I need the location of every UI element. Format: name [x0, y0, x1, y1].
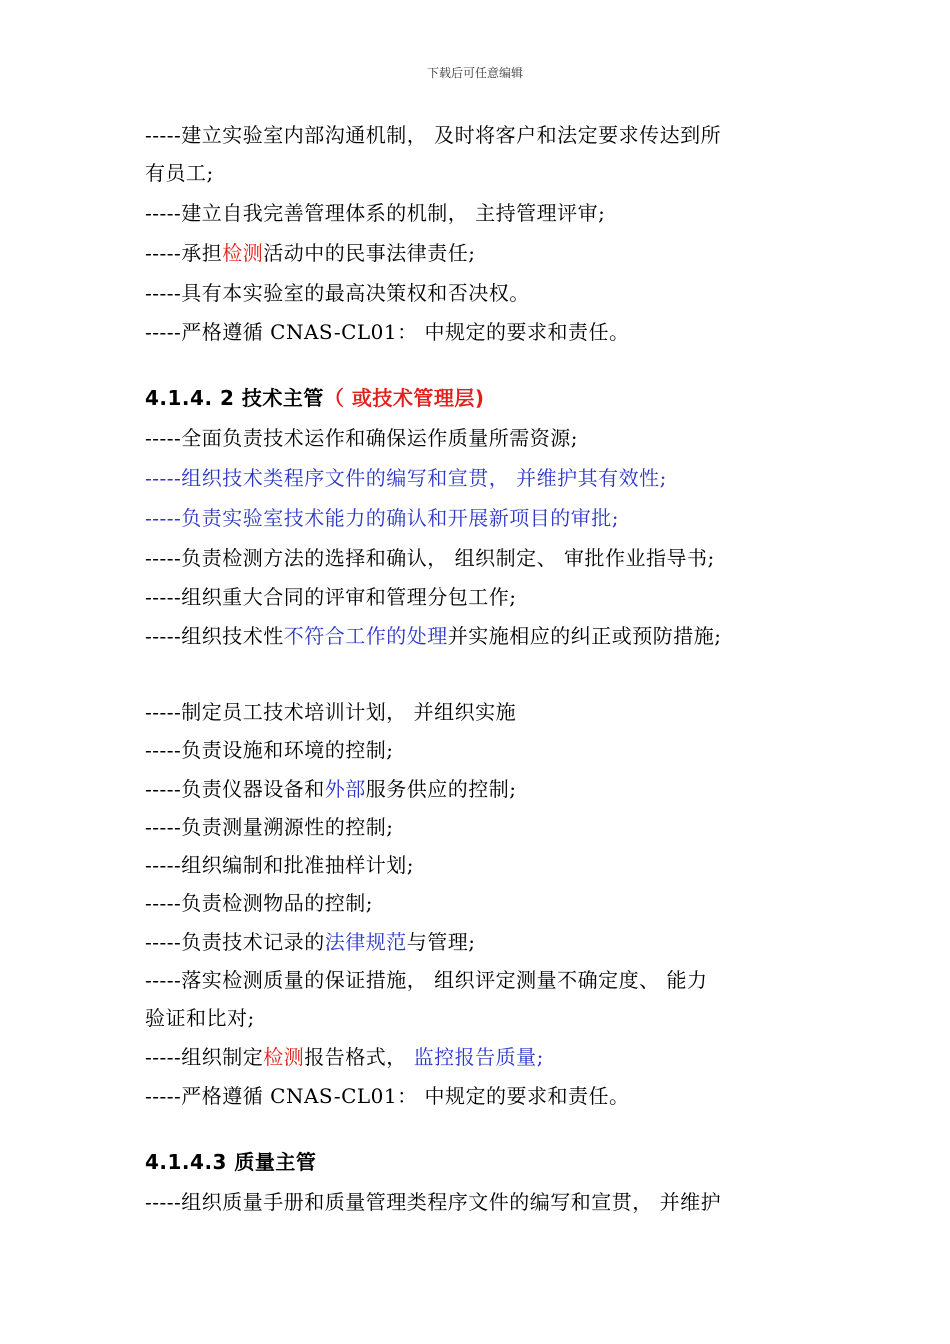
section-heading — [145, 386, 485, 410]
paragraph-line: -----负责设施和环境的控制; — [145, 738, 394, 762]
section-heading: 4.1.4.3 质量主管 — [145, 1150, 317, 1174]
text-run: -----负责仪器设备和 — [145, 777, 325, 801]
paragraph-line: -----组织编制和批准抽样计划; — [145, 853, 415, 877]
heading-number: 4.1.4. 2 技术主管 — [145, 386, 324, 410]
text-run: -----负责技术记录的 — [145, 930, 325, 954]
paragraph-line: 有员工; — [145, 161, 214, 185]
paragraph-line: -----组织质量手册和质量管理类程序文件的编写和宣贯， 并维护 — [145, 1190, 722, 1214]
paragraph-line: -----负责检测方法的选择和确认， 组织制定、 审批作业指导书; — [145, 546, 715, 570]
paragraph-line — [145, 241, 476, 265]
paragraph-line: -----制定员工技术培训计划， 并组织实施 — [145, 700, 517, 724]
paragraph-line: -----负责测量溯源性的控制; — [145, 815, 394, 839]
paragraph-line — [145, 930, 476, 954]
highlight-blue: 法律规范 — [324, 930, 407, 954]
text-run: -----承担 — [145, 241, 223, 265]
text-run: -----组织技术性 — [145, 624, 284, 648]
paragraph-line: -----组织技术类程序文件的编写和宣贯， 并维护其有效性; — [145, 466, 667, 490]
text-run: -----组织制定 — [145, 1045, 264, 1069]
paragraph-line: -----严格遵循 CNAS-CL01： 中规定的要求和责任。 — [145, 320, 630, 344]
page-header: 下载后可任意编辑 — [426, 66, 523, 80]
highlight-blue: 外部 — [324, 777, 366, 801]
text-run: 活动中的民事法律责任; — [263, 241, 476, 265]
highlight-red: 检测 — [263, 1045, 305, 1069]
text-run: 服务供应的控制; — [365, 777, 517, 801]
highlight-blue: 不符合工作的处理 — [283, 624, 448, 648]
paragraph-line: -----建立实验室内部沟通机制， 及时将客户和法定要求传达到所 — [145, 123, 722, 147]
paragraph-line: -----严格遵循 CNAS-CL01： 中规定的要求和责任。 — [145, 1084, 630, 1108]
paragraph-line — [145, 777, 517, 801]
text-run: 报告格式， — [304, 1045, 414, 1069]
paragraph-line: -----建立自我完善管理体系的机制， 主持管理评审; — [145, 201, 606, 225]
paragraph-line: 验证和比对; — [145, 1006, 255, 1030]
text-run: 与管理; — [406, 930, 476, 954]
paragraph-line: -----负责检测物品的控制; — [145, 891, 374, 915]
paragraph-line: -----组织重大合同的评审和管理分包工作; — [145, 585, 517, 609]
paragraph-line: -----落实检测质量的保证措施， 组织评定测量不确定度、 能力 — [145, 968, 708, 992]
paragraph-line: -----全面负责技术运作和确保运作质量所需资源; — [145, 426, 579, 450]
paragraph-line: -----负责实验室技术能力的确认和开展新项目的审批; — [145, 506, 620, 530]
paragraph-line: -----具有本实验室的最高决策权和否决权。 — [145, 281, 530, 305]
highlight-red: 检测 — [222, 241, 264, 265]
text-run: 并实施相应的纠正或预防措施; — [447, 624, 722, 648]
paragraph-line — [145, 1045, 544, 1069]
heading-red: （ 或技术管理层) — [323, 386, 485, 410]
paragraph-line — [145, 624, 722, 648]
highlight-blue: 监控报告质量; — [413, 1045, 544, 1069]
